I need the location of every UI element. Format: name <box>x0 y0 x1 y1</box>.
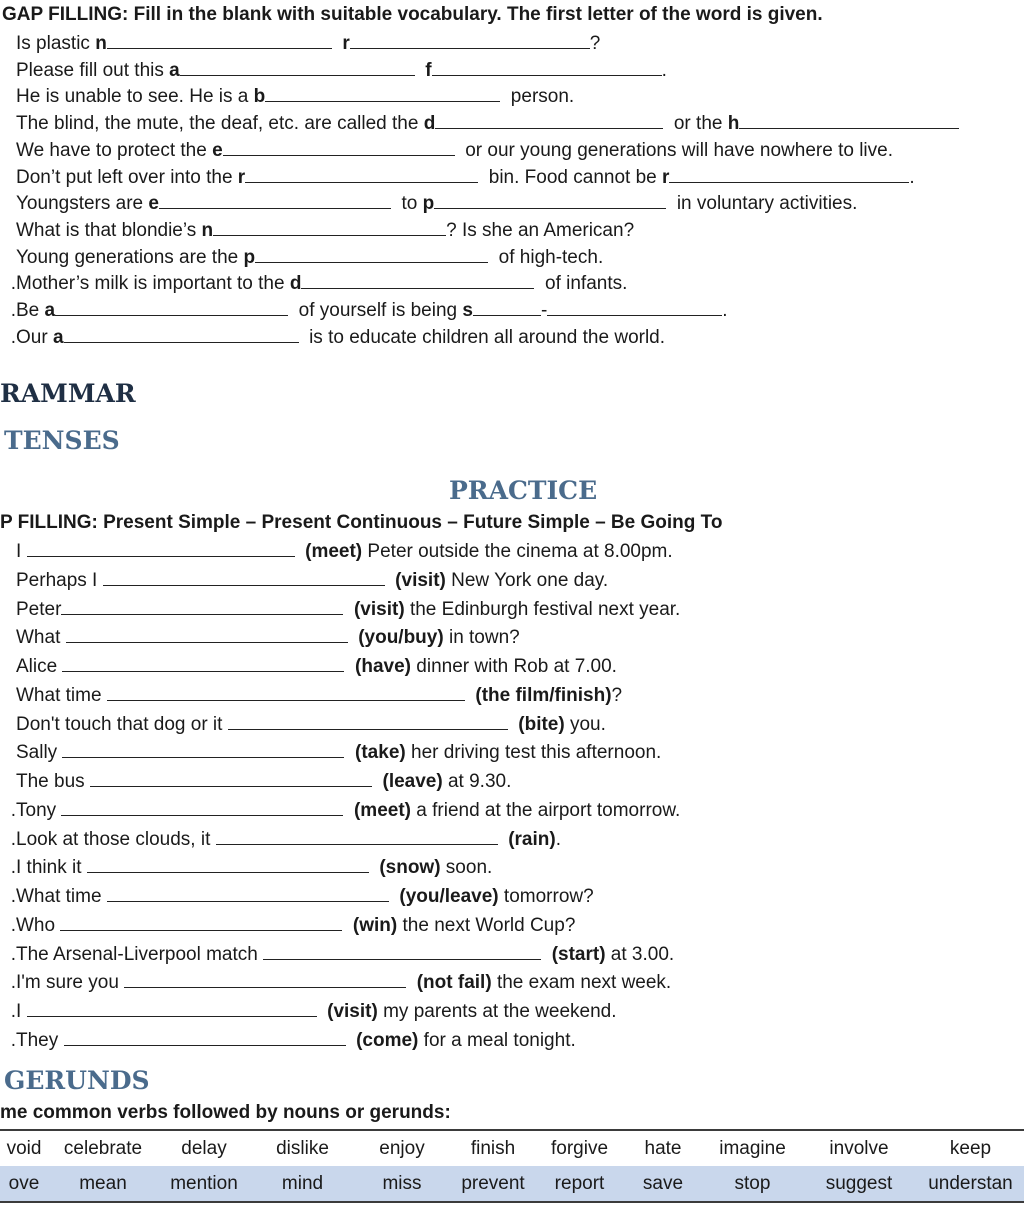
item-text: Don’t put left over into the <box>16 166 238 188</box>
item-number: . <box>10 799 16 821</box>
hint-text: (the film/finish) <box>475 684 612 706</box>
item-text: The bus <box>16 771 90 792</box>
gerunds-heading: GERUNDS <box>4 1066 150 1095</box>
verbs-row <box>0 1166 1024 1202</box>
exercise-item <box>0 83 574 109</box>
exercise-item <box>0 30 600 56</box>
answer-blank[interactable] <box>228 711 508 730</box>
exercise-item <box>0 912 575 938</box>
item-number: . <box>10 886 16 907</box>
item-text: What time <box>16 886 107 907</box>
answer-blank[interactable] <box>435 110 663 129</box>
item-text: her driving test this afternoon. <box>405 742 662 764</box>
gerunds-subtitle: me common verbs followed by nouns or gerunds: <box>0 1102 451 1123</box>
item-text <box>346 1030 357 1051</box>
hint-text: (meet) <box>305 541 363 562</box>
item-text: Alice <box>16 656 63 677</box>
item-text: of yourself is being <box>288 300 463 321</box>
verb-cell: mean <box>48 1166 158 1202</box>
item-text: Our <box>16 326 53 348</box>
item-number: . <box>10 300 16 321</box>
item-text: . <box>555 828 561 850</box>
item-text: The Arsenal-Liverpool match <box>16 943 264 965</box>
verb-cell: save <box>622 1166 704 1202</box>
item-text: or our young generations will have nowhere to live. <box>454 139 893 161</box>
item-text: Look at those clouds, it <box>16 828 216 850</box>
answer-blank[interactable] <box>159 190 391 209</box>
item-text: I think it <box>16 857 87 879</box>
item-text: Is plastic <box>16 33 96 54</box>
item-text: What <box>16 627 66 649</box>
hint-text: (have) <box>355 656 411 677</box>
item-text: New York one day. <box>445 569 609 591</box>
item-text <box>295 541 306 562</box>
answer-blank[interactable] <box>55 297 288 316</box>
answer-blank[interactable] <box>245 164 478 183</box>
hint-text: (take) <box>355 742 406 764</box>
item-text <box>344 742 355 763</box>
item-text: tomorrow? <box>498 886 594 907</box>
hint-text: (start) <box>551 943 606 965</box>
item-text: He is unable to see. He is a <box>16 86 254 108</box>
item-text <box>344 656 355 677</box>
exercise-item <box>0 110 959 136</box>
item-text <box>508 714 519 735</box>
hint-text: (not fail) <box>416 972 492 994</box>
item-text: They <box>16 1029 64 1051</box>
answer-blank[interactable] <box>350 30 590 49</box>
answer-blank[interactable] <box>66 624 348 643</box>
hint-text: e <box>212 139 223 161</box>
verb-cell: dislike <box>250 1130 355 1166</box>
hint-text: n <box>201 219 214 241</box>
item-text <box>385 570 396 591</box>
item-text: at 9.30. <box>442 771 512 792</box>
item-text: is to educate children all around the world. <box>298 326 666 348</box>
item-text: soon. <box>440 857 493 879</box>
item-text: bin. Food cannot be <box>478 166 662 188</box>
hint-text: p <box>422 193 435 215</box>
verb-cell: mention <box>158 1166 250 1202</box>
exercise-item <box>0 244 603 270</box>
item-text: person. <box>500 86 575 108</box>
hint-text: r <box>662 166 670 188</box>
exercise-item <box>0 624 520 650</box>
answer-blank[interactable] <box>62 653 344 672</box>
item-text: Sally <box>16 742 63 764</box>
practice-title: P FILLING: Present Simple – Present Continuous – Future Simple – Be Going To <box>0 512 723 533</box>
item-text <box>343 599 354 620</box>
answer-blank[interactable] <box>90 768 372 787</box>
verb-cell: report <box>537 1166 622 1202</box>
item-text <box>406 972 417 993</box>
answer-blank[interactable] <box>107 30 332 49</box>
item-text: Peter outside the cinema at 8.00pm. <box>362 541 673 562</box>
practice-heading: PRACTICE <box>449 476 598 505</box>
hint-text: h <box>727 113 740 135</box>
answer-blank[interactable] <box>263 941 541 960</box>
answer-blank[interactable] <box>87 854 369 873</box>
exercise-item <box>0 538 673 564</box>
item-text: I <box>16 541 27 562</box>
hint-text: (visit) <box>327 1001 378 1022</box>
verb-cell: finish <box>449 1130 537 1166</box>
item-text: Who <box>16 914 61 936</box>
item-number: . <box>10 972 16 994</box>
exercise-item <box>0 1027 576 1053</box>
item-number: . <box>10 1029 16 1051</box>
hint-text: (leave) <box>382 771 443 792</box>
answer-blank[interactable] <box>64 324 299 343</box>
exercise-item <box>0 567 608 593</box>
exercise-item <box>0 596 680 622</box>
answer-blank[interactable] <box>739 110 959 129</box>
item-text: to <box>390 193 423 215</box>
item-text: I <box>16 1001 27 1022</box>
item-text: The blind, the mute, the deaf, etc. are called the <box>16 113 424 135</box>
item-text: Youngsters are <box>16 193 149 215</box>
answer-blank[interactable] <box>61 596 343 615</box>
item-text: - <box>540 300 548 321</box>
exercise-item <box>0 883 594 909</box>
hint-text: (meet) <box>353 799 411 821</box>
item-text: or the <box>663 113 728 135</box>
verb-cell: involve <box>801 1130 917 1166</box>
exercise-item <box>0 969 671 995</box>
verb-cell: prevent <box>449 1166 537 1202</box>
hint-text: a <box>169 59 180 81</box>
item-text: the Edinburgh festival next year. <box>404 598 681 620</box>
item-text <box>372 771 383 792</box>
answer-blank[interactable] <box>27 998 317 1017</box>
verb-cell: delay <box>158 1130 250 1166</box>
item-text: my parents at the weekend. <box>377 1001 617 1022</box>
answer-blank[interactable] <box>265 83 500 102</box>
item-text: What time <box>16 684 107 706</box>
verb-cell: stop <box>704 1166 801 1202</box>
exercise-item <box>0 190 857 216</box>
verb-cell: understan <box>917 1166 1024 1202</box>
item-text <box>541 944 552 965</box>
verb-cell: mind <box>250 1166 355 1202</box>
item-number: . <box>10 857 16 879</box>
item-text <box>369 857 380 878</box>
hint-text: d <box>289 273 302 295</box>
hint-text: (visit) <box>395 569 446 591</box>
exercise-item <box>0 324 665 350</box>
exercise-item <box>0 682 622 708</box>
item-text <box>498 829 509 850</box>
exercise-item <box>0 711 606 737</box>
answer-blank[interactable] <box>107 883 389 902</box>
item-text: Mother’s milk is important to the <box>16 273 290 295</box>
verbs-row <box>0 1130 1024 1166</box>
exercise-item <box>0 797 680 823</box>
answer-blank[interactable] <box>255 244 488 263</box>
exercise-item <box>0 653 617 679</box>
item-text: Perhaps I <box>16 569 103 591</box>
item-text: in voluntary activities. <box>666 193 858 215</box>
item-number: . <box>10 943 16 965</box>
item-text: Peter <box>16 598 62 620</box>
hint-text: (rain) <box>508 828 556 850</box>
item-text <box>342 915 353 936</box>
verb-cell: enjoy <box>355 1130 449 1166</box>
hint-text: b <box>253 86 266 108</box>
answer-blank[interactable] <box>432 57 662 76</box>
item-text: of high-tech. <box>488 246 604 268</box>
item-text: ? <box>611 684 623 706</box>
exercise-item <box>0 826 561 852</box>
item-text: . <box>909 166 915 188</box>
verb-cell: void <box>0 1130 48 1166</box>
hint-text: e <box>148 193 159 215</box>
item-text: the next World Cup? <box>397 914 576 936</box>
exercise-item <box>0 768 511 794</box>
verb-cell: suggest <box>801 1166 917 1202</box>
item-text <box>465 685 476 706</box>
item-text <box>343 800 354 821</box>
answer-blank[interactable] <box>473 297 541 316</box>
item-number: . <box>10 326 16 348</box>
exercise-item <box>0 164 915 190</box>
answer-blank[interactable] <box>213 217 446 236</box>
exercise-item <box>0 217 634 243</box>
item-text: We have to protect the <box>16 139 213 161</box>
hint-text: r <box>342 33 350 54</box>
item-text: dinner with Rob at 7.00. <box>411 656 617 677</box>
item-text: ? <box>589 33 601 54</box>
answer-blank[interactable] <box>547 297 722 316</box>
answer-blank[interactable] <box>301 270 534 289</box>
hint-text: d <box>423 113 436 135</box>
answer-blank[interactable] <box>216 826 498 845</box>
item-text: you. <box>564 713 606 735</box>
hint-text: (bite) <box>518 713 565 735</box>
verb-cell: hate <box>622 1130 704 1166</box>
item-text: ? Is she an American? <box>446 219 635 241</box>
item-text <box>317 1001 328 1022</box>
answer-blank[interactable] <box>103 567 385 586</box>
hint-text: a <box>44 300 56 321</box>
item-text: a friend at the airport tomorrow. <box>411 799 681 821</box>
answer-blank[interactable] <box>64 1027 346 1046</box>
item-number: . <box>10 1001 16 1022</box>
answer-blank[interactable] <box>434 190 666 209</box>
item-text <box>348 627 359 648</box>
exercise-item <box>0 137 893 163</box>
hint-text: (come) <box>356 1029 419 1051</box>
hint-text: f <box>425 59 432 81</box>
item-text: for a meal tonight. <box>418 1029 576 1051</box>
item-text: . <box>661 59 667 81</box>
answer-blank[interactable] <box>669 164 909 183</box>
item-text: the exam next week. <box>491 972 672 994</box>
verb-cell: miss <box>355 1166 449 1202</box>
item-text: Young generations are the <box>16 246 244 268</box>
item-text: I'm sure you <box>16 972 125 994</box>
item-text: of infants. <box>534 273 628 295</box>
verb-cell: celebrate <box>48 1130 158 1166</box>
answer-blank[interactable] <box>61 797 343 816</box>
item-text <box>415 60 426 81</box>
hint-text: r <box>237 166 246 188</box>
answer-blank[interactable] <box>223 137 455 156</box>
item-number: . <box>10 273 16 295</box>
hint-text: (snow) <box>379 857 441 879</box>
item-text <box>389 886 400 907</box>
answer-blank[interactable] <box>60 912 342 931</box>
item-text: Don't touch that dog or it <box>16 713 228 735</box>
hint-text: (you/buy) <box>358 627 444 649</box>
exercise-item <box>0 998 617 1024</box>
hint-text: (you/leave) <box>399 886 499 907</box>
exercise-item <box>0 941 674 967</box>
exercise-item <box>0 297 728 323</box>
hint-text: p <box>243 246 256 268</box>
item-text: Tony <box>16 799 62 821</box>
verb-cell: imagine <box>704 1130 801 1166</box>
tenses-heading: TENSES <box>4 426 120 455</box>
answer-blank[interactable] <box>62 739 344 758</box>
exercise-item <box>0 854 492 880</box>
item-text: in town? <box>443 627 520 649</box>
hint-text: a <box>52 326 64 348</box>
exercise-item <box>0 57 667 83</box>
verb-cell: ove <box>0 1166 48 1202</box>
item-text: at 3.00. <box>605 943 675 965</box>
answer-blank[interactable] <box>180 57 415 76</box>
item-number: . <box>10 828 16 850</box>
hint-text: s <box>462 300 473 321</box>
item-text <box>332 33 343 54</box>
verb-cell: keep <box>917 1130 1024 1166</box>
exercise-item <box>0 270 627 296</box>
item-text: Please fill out this <box>16 59 170 81</box>
item-text: Be <box>16 300 45 321</box>
verb-cell: forgive <box>537 1130 622 1166</box>
hint-text: (visit) <box>353 598 405 620</box>
exercise-item <box>0 739 661 765</box>
vocab-title: GAP FILLING: Fill in the blank with suitable vocabulary. The first letter of the word is given. <box>2 4 823 25</box>
verbs-table <box>0 1129 1024 1203</box>
item-text: What is that blondie’s <box>16 219 202 241</box>
hint-text: n <box>95 33 107 54</box>
hint-text: (win) <box>352 914 398 936</box>
answer-blank[interactable] <box>124 969 406 988</box>
answer-blank[interactable] <box>107 682 465 701</box>
answer-blank[interactable] <box>27 538 295 557</box>
item-text: . <box>722 300 728 321</box>
item-number: . <box>10 914 16 936</box>
grammar-heading: RAMMAR <box>0 379 136 408</box>
